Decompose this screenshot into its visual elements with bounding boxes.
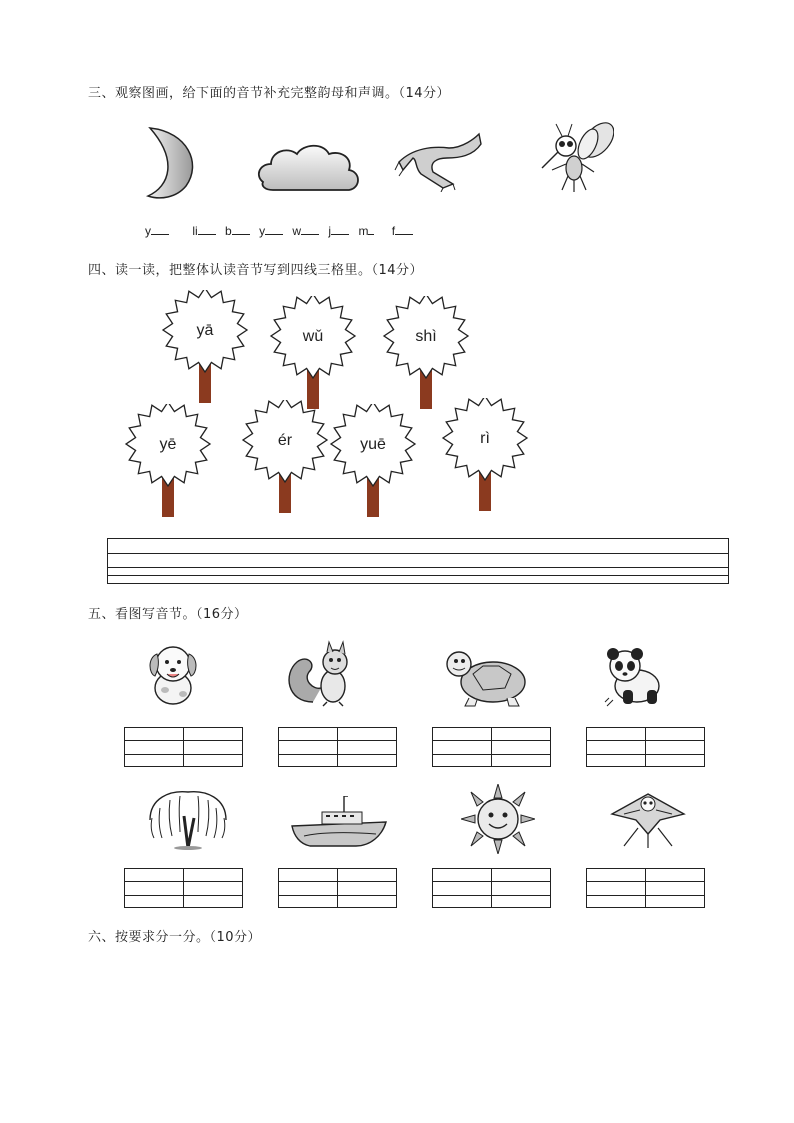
tree-syllable: rì [480, 430, 490, 447]
pinyin-answer-grid[interactable] [278, 727, 397, 767]
tree-icon [123, 404, 213, 519]
tree-syllable: shì [415, 328, 437, 345]
section-5-title: 五、看图写音节。（16分） [88, 607, 248, 622]
blank-4[interactable]: y [259, 224, 283, 238]
scarf-icon [393, 128, 485, 192]
tree-icon [160, 290, 250, 405]
pinyin-answer-grid[interactable] [124, 868, 243, 908]
tree-icon [268, 296, 358, 411]
squirrel-icon [283, 640, 361, 710]
tree-syllable: wǔ [302, 328, 324, 345]
blank-6[interactable]: j [328, 224, 349, 238]
willow-tree-icon [140, 788, 236, 850]
tree-icon [240, 400, 330, 515]
syllable-tree[interactable] [328, 404, 418, 519]
tree-icon [440, 398, 530, 513]
tree-syllable: ér [277, 432, 293, 449]
pinyin-answer-grid[interactable] [432, 868, 551, 908]
puppy-icon [143, 640, 203, 708]
tree-icon [328, 404, 418, 519]
pinyin-answer-grid[interactable] [124, 727, 243, 767]
blank-1[interactable]: y [145, 224, 169, 238]
syllable-blanks [145, 224, 419, 238]
mosquito-icon [536, 120, 614, 196]
panda-icon [603, 644, 667, 708]
syllable-tree[interactable] [123, 404, 213, 519]
pinyin-answer-grid[interactable] [278, 868, 397, 908]
sun-icon [461, 784, 535, 854]
blank-7[interactable]: m [358, 224, 374, 238]
tree-syllable: yuē [360, 436, 386, 453]
syllable-tree[interactable] [440, 398, 530, 513]
moon-icon [140, 124, 206, 200]
section-6-title: 六、按要求分一分。（10分） [88, 930, 262, 945]
turtle-icon [443, 644, 531, 708]
syllable-tree[interactable] [381, 296, 471, 411]
syllable-tree[interactable] [160, 290, 250, 405]
pinyin-answer-grid[interactable] [432, 727, 551, 767]
tree-syllable: yā [196, 322, 214, 339]
tree-icon [381, 296, 471, 411]
section-4-title: 四、读一读，把整体认读音节写到四线三格里。（14分） [88, 263, 424, 278]
blank-3[interactable]: b [225, 224, 250, 238]
blank-5[interactable]: w [292, 224, 319, 238]
cloud-icon [255, 142, 363, 196]
syllable-tree[interactable] [268, 296, 358, 411]
four-line-three-grid[interactable] [107, 538, 729, 584]
pinyin-answer-grid[interactable] [586, 868, 705, 908]
blank-2[interactable]: li [192, 224, 215, 238]
tree-syllable: yē [159, 436, 177, 453]
pinyin-answer-grid[interactable] [586, 727, 705, 767]
kite-icon [610, 788, 686, 850]
blank-8[interactable]: f [392, 224, 413, 238]
boat-icon [290, 796, 390, 850]
section-3-title: 三、观察图画，给下面的音节补充完整韵母和声调。（14分） [88, 86, 451, 101]
syllable-tree[interactable] [240, 400, 330, 515]
